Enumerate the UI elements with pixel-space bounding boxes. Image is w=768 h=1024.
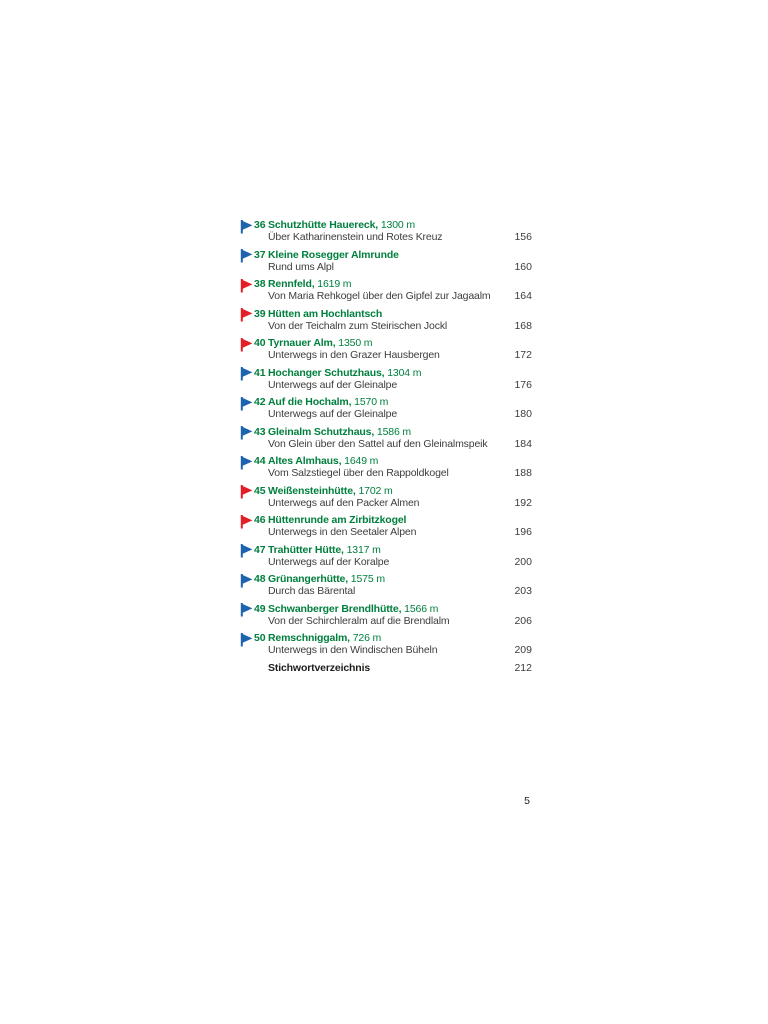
entry-elevation: 1586 m [376, 425, 412, 438]
entry-page-number: 176 [514, 378, 532, 391]
entry-subtitle: Unterwegs auf den Packer Almen [268, 496, 420, 509]
entry-text [268, 514, 508, 538]
entry-page-number: 168 [514, 319, 532, 332]
flag-icon [240, 426, 254, 450]
entry-number: 38 [254, 278, 266, 290]
toc-entry [240, 485, 532, 509]
entry-subtitle: Von Glein über den Sattel auf den Gleinalmspeik [268, 437, 488, 450]
flag-icon [240, 573, 254, 597]
entry-title-line [268, 603, 508, 615]
entry-title: Tyrnauer Alm, [268, 337, 336, 349]
entry-page-number: 196 [514, 526, 532, 538]
entry-elevation: 726 m [352, 632, 382, 644]
entry-text [268, 603, 508, 627]
entry-text [268, 485, 508, 509]
entry-title: Grünangerhütte, [268, 573, 349, 585]
entry-number: 42 [254, 396, 266, 408]
toc-entry [240, 573, 532, 597]
index-page-number: 212 [514, 661, 532, 674]
entry-title-line [268, 278, 508, 290]
flag-icon [240, 632, 254, 656]
entry-title-line [268, 396, 508, 408]
entry-title: Kleine Rosegger Almrunde [268, 248, 399, 261]
entry-page-number: 184 [514, 437, 532, 450]
entry-elevation: 1350 m [338, 337, 373, 349]
entry-page-number: 160 [514, 260, 532, 273]
entry-title: Auf die Hochalm, [268, 396, 352, 408]
entry-page-number: 209 [514, 644, 532, 656]
entry-subtitle: Unterwegs auf der Gleinalpe [268, 378, 398, 391]
entry-text [268, 632, 508, 656]
toc-entry [240, 514, 532, 538]
toc-entries [240, 219, 532, 656]
entry-text [268, 337, 508, 361]
entry-text [268, 544, 508, 568]
toc-entry [240, 544, 532, 568]
flag-icon [240, 219, 254, 243]
entry-subtitle: Unterwegs in den Windischen Büheln [268, 644, 438, 656]
entry-number: 50 [254, 632, 266, 644]
entry-page-number: 172 [514, 349, 532, 361]
entry-title-line [268, 544, 508, 556]
entry-subtitle: Unterwegs auf der Koralpe [268, 555, 390, 568]
entry-subtitle: Über Katharinenstein und Rotes Kreuz [268, 231, 443, 243]
entry-page-number: 180 [514, 408, 532, 420]
entry-title: Weißensteinhütte, [268, 484, 356, 497]
entry-title-line [268, 485, 508, 497]
entry-text [268, 308, 508, 332]
index-label: Stichwortverzeichnis [268, 661, 371, 674]
entry-number: 37 [254, 248, 266, 261]
entry-elevation: 1317 m [346, 543, 381, 556]
flag-icon [240, 396, 254, 420]
entry-text [268, 573, 508, 597]
entry-number: 43 [254, 425, 266, 438]
toc-entry [240, 396, 532, 420]
entry-number: 44 [254, 455, 266, 467]
flag-icon [240, 308, 254, 332]
entry-number: 45 [254, 484, 266, 497]
entry-subtitle: Unterwegs in den Seetaler Alpen [268, 526, 417, 538]
toc-entry [240, 278, 532, 302]
entry-page-number: 192 [514, 496, 532, 509]
flag-icon [240, 603, 254, 627]
entry-number: 48 [254, 573, 266, 585]
toc-entry [240, 426, 532, 450]
entry-title: Remschniggalm, [268, 632, 350, 644]
toc-entry [240, 219, 532, 243]
entry-subtitle: Von der Teichalm zum Steirischen Jockl [268, 319, 448, 332]
entry-title-line [268, 426, 508, 438]
flag-icon [240, 544, 254, 568]
entry-text [268, 219, 508, 243]
entry-title-line [268, 455, 508, 467]
entry-number: 36 [254, 219, 266, 231]
entry-elevation: 1649 m [344, 455, 379, 467]
entry-title-line [268, 514, 508, 526]
entry-subtitle: Durch das Bärental [268, 585, 356, 597]
entry-page-number: 156 [514, 231, 532, 243]
entry-text [268, 367, 508, 391]
entry-number: 49 [254, 602, 266, 615]
toc-entry [240, 455, 532, 479]
entry-title: Hüttenrunde am Zirbitzkogel [268, 514, 407, 526]
entry-elevation: 1575 m [350, 573, 385, 585]
page-footer-number: 5 [524, 795, 530, 807]
entry-page-number: 203 [514, 585, 532, 597]
toc-list [240, 219, 532, 674]
entry-title-line [268, 573, 508, 585]
entry-page-number: 188 [514, 467, 532, 479]
entry-text [268, 426, 508, 450]
entry-elevation: 1570 m [354, 396, 389, 408]
entry-title: Hochanger Schutzhaus, [268, 366, 385, 379]
entry-title: Schwanberger Brendlhütte, [268, 602, 402, 615]
entry-number: 46 [254, 514, 266, 526]
index-entry [240, 662, 532, 674]
entry-text [268, 396, 508, 420]
entry-page-number: 200 [514, 555, 532, 568]
flag-icon [240, 337, 254, 361]
flag-icon [240, 367, 254, 391]
toc-entry [240, 603, 532, 627]
toc-entry [240, 367, 532, 391]
entry-title-line [268, 632, 508, 644]
entry-title: Hütten am Hochlantsch [268, 307, 383, 320]
entry-page-number: 206 [514, 614, 532, 627]
entry-title: Gleinalm Schutzhaus, [268, 425, 375, 438]
toc-entry [240, 632, 532, 656]
entry-subtitle: Von der Schirchleralm auf die Brendlalm [268, 614, 450, 627]
entry-title-line [268, 367, 508, 379]
entry-title: Rennfeld, [268, 278, 315, 290]
entry-elevation: 1300 m [380, 219, 415, 231]
entry-subtitle: Vom Salzstiegel über den Rappoldkogel [268, 467, 449, 479]
entry-subtitle: Unterwegs in den Grazer Hausbergen [268, 349, 440, 361]
entry-elevation: 1619 m [317, 278, 352, 290]
entry-elevation: 1566 m [404, 602, 439, 615]
entry-elevation: 1304 m [387, 366, 422, 379]
entry-page-number: 164 [514, 290, 532, 302]
flag-icon [240, 485, 254, 509]
toc-entry [240, 308, 532, 332]
entry-subtitle: Von Maria Rehkogel über den Gipfel zur Jagaalm [268, 290, 491, 302]
entry-subtitle: Unterwegs auf der Gleinalpe [268, 408, 398, 420]
entry-elevation: 1702 m [358, 484, 393, 497]
flag-icon [240, 278, 254, 302]
toc-entry [240, 337, 532, 361]
flag-icon [240, 249, 254, 273]
toc-entry [240, 249, 532, 273]
entry-title-line [268, 337, 508, 349]
entry-number: 41 [254, 366, 266, 379]
entry-title: Altes Almhaus, [268, 455, 342, 467]
entry-subtitle: Rund ums Alpl [268, 260, 334, 273]
entry-number: 47 [254, 543, 266, 556]
entry-text [268, 278, 508, 302]
entry-text [268, 455, 508, 479]
flag-icon [240, 514, 254, 538]
entry-title: Schutzhütte Hauereck, [268, 219, 379, 231]
entry-number: 40 [254, 337, 266, 349]
flag-icon [240, 455, 254, 479]
entry-title-line [268, 249, 508, 261]
entry-title: Trahütter Hütte, [268, 543, 344, 556]
entry-title-line [268, 219, 508, 231]
entry-title-line [268, 308, 508, 320]
entry-number: 39 [254, 307, 266, 320]
entry-text [268, 249, 508, 273]
